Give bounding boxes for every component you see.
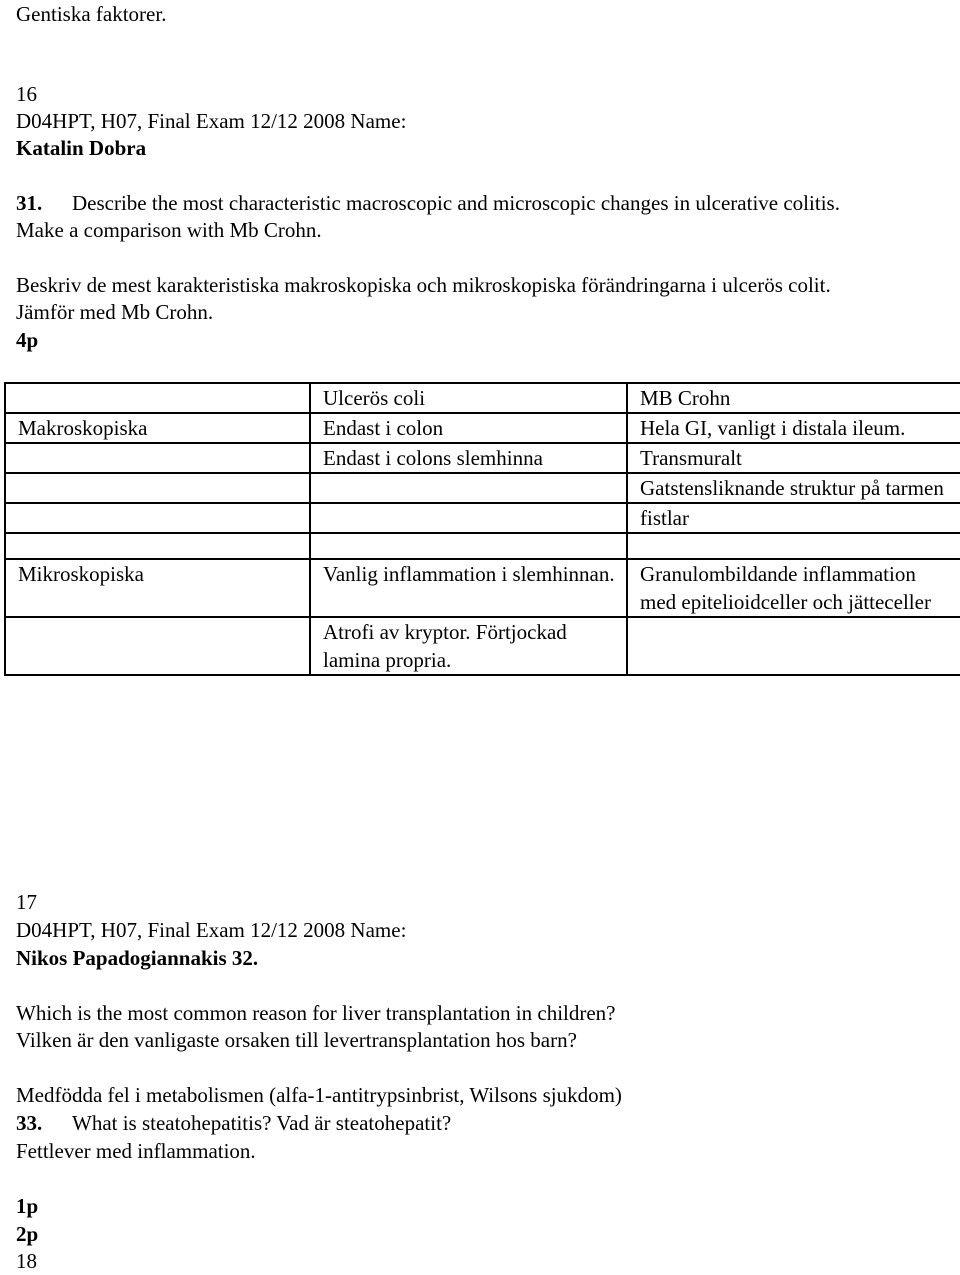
table-cell: Gatstensliknande struktur på tarmen — [627, 473, 960, 503]
question-33-answer: Fettlever med inflammation. — [16, 1139, 256, 1163]
question-number: 33. — [16, 1111, 43, 1135]
table-cell — [5, 617, 310, 675]
exam-header: D04HPT, H07, Final Exam 12/12 2008 Name: — [16, 109, 407, 133]
table-cell: Granulombildande inflammation med epitelioidceller och jätteceller — [627, 559, 960, 617]
table-cell: Mikroskopiska — [5, 559, 310, 617]
question-sv: Vilken är den vanligaste orsaken till levertransplantation hos barn? — [16, 1028, 577, 1052]
student-name: Nikos Papadogiannakis 32. — [16, 946, 259, 970]
table-cell: Endast i colon — [310, 413, 627, 443]
table-cell: fistlar — [627, 503, 960, 533]
table-cell: Makroskopiska — [5, 413, 310, 443]
question-31-sv-line1: Beskriv de mest karakteristiska makroskopiska och mikroskopiska förändringarna i ulcerös colit. — [16, 273, 831, 297]
intro-text: Gentiska faktorer. — [16, 2, 167, 26]
table-cell — [5, 533, 310, 559]
points-label: 1p — [16, 1194, 39, 1218]
table-row — [5, 443, 960, 473]
page-number-18: 18 — [16, 1249, 37, 1273]
table-cell — [5, 473, 310, 503]
page-number-16: 16 — [16, 82, 37, 106]
table-row — [5, 617, 960, 675]
table-cell: Endast i colons slemhinna — [310, 443, 627, 473]
answer-text: Medfödda fel i metabolismen (alfa-1-antitrypsinbrist, Wilsons sjukdom) — [16, 1083, 622, 1107]
page-number-17: 17 — [16, 890, 37, 914]
table-cell — [310, 503, 627, 533]
exam-header: D04HPT, H07, Final Exam 12/12 2008 Name: — [16, 918, 407, 942]
table-cell — [310, 473, 627, 503]
table-header-cell — [5, 383, 310, 413]
table-cell — [627, 533, 960, 559]
question-text: Describe the most characteristic macroscopic and microscopic changes in ulcerative colitis. — [72, 191, 840, 215]
table-header-row — [5, 383, 960, 413]
question-33 — [16, 1109, 451, 1137]
table-cell — [5, 503, 310, 533]
question-en: Which is the most common reason for liver transplantation in children? — [16, 1001, 616, 1025]
question-points: 4p — [16, 328, 39, 352]
question-text: What is steatohepatitis? Vad är steatohepatit? — [72, 1111, 452, 1135]
table-header-cell: Ulcerös coli — [310, 383, 627, 413]
table-cell — [627, 617, 960, 675]
table-cell: Atrofi av kryptor. Förtjockad lamina propria. — [310, 617, 627, 675]
table-row — [5, 559, 960, 617]
table-cell: Transmuralt — [627, 443, 960, 473]
points-label: 2p — [16, 1222, 39, 1246]
table-row — [5, 413, 960, 443]
question-31-en-line2: Make a comparison with Mb Crohn. — [16, 218, 322, 242]
comparison-table — [4, 382, 960, 676]
table-cell: Vanlig inflammation i slemhinnan. — [310, 559, 627, 617]
table-cell: Hela GI, vanligt i distala ileum. — [627, 413, 960, 443]
question-number: 31. — [16, 191, 43, 215]
table-cell — [5, 443, 310, 473]
table-row — [5, 473, 960, 503]
question-31-en-line1 — [16, 189, 840, 217]
question-31-sv-line2: Jämför med Mb Crohn. — [16, 300, 214, 324]
student-name: Katalin Dobra — [16, 136, 147, 160]
table-header-cell: MB Crohn — [627, 383, 960, 413]
table-row — [5, 533, 960, 559]
table-row — [5, 503, 960, 533]
table-cell — [310, 533, 627, 559]
